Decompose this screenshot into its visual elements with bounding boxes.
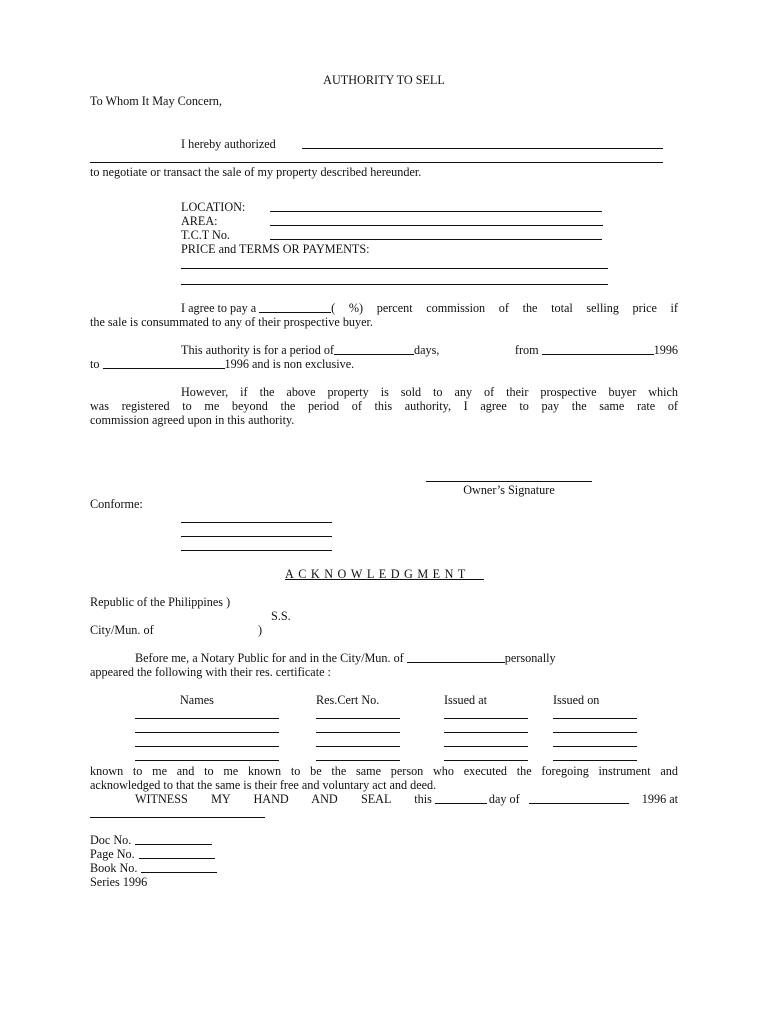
tct-line[interactable] <box>270 239 602 240</box>
issued-on-line-3[interactable] <box>553 746 637 747</box>
names-line-1[interactable] <box>135 718 279 719</box>
location-label: LOCATION: <box>181 200 246 214</box>
known-line-2: acknowledged to that the same is their free and voluntary act and deed. <box>90 778 437 792</box>
doc-no-blank[interactable] <box>135 833 212 845</box>
header-issued-at: Issued at <box>444 693 487 707</box>
issued-on-line-4[interactable] <box>553 760 637 761</box>
notary-text-1: Before me, a Notary Public for and in the City/Mun. of <box>135 651 407 665</box>
commission-line-1 <box>181 301 678 315</box>
period-to-blank[interactable] <box>103 357 225 369</box>
authorized-party-line[interactable] <box>302 148 663 149</box>
period-from-blank[interactable] <box>542 343 654 355</box>
notary-line-2: appeared the following with their res. certificate : <box>90 665 331 679</box>
doc-no-row <box>90 833 212 847</box>
doc-no-label: Doc No. <box>90 833 132 847</box>
issued-at-line-3[interactable] <box>444 746 528 747</box>
salutation: To Whom It May Concern, <box>90 94 222 108</box>
header-res-cert: Res.Cert No. <box>316 693 380 707</box>
venue-city-paren: ) <box>258 623 263 637</box>
issued-on-line-2[interactable] <box>553 732 637 733</box>
issued-on-line-1[interactable] <box>553 718 637 719</box>
witness-place-line[interactable] <box>90 817 265 818</box>
price-terms-label: PRICE and TERMS OR PAYMENTS: <box>181 242 370 256</box>
page-no-blank[interactable] <box>139 847 215 859</box>
period-to-label: to <box>90 357 103 371</box>
rescert-line-2[interactable] <box>316 732 400 733</box>
period-days-blank[interactable] <box>334 343 414 355</box>
authorized-party-line-2[interactable] <box>90 162 663 163</box>
book-no-row <box>90 861 217 875</box>
commission-text-1: I agree to pay a <box>181 301 260 315</box>
rescert-line-4[interactable] <box>316 760 400 761</box>
tct-label: T.C.T No. <box>181 228 230 242</box>
names-line-4[interactable] <box>135 760 279 761</box>
area-line[interactable] <box>270 225 603 226</box>
witness-day-blank[interactable] <box>435 792 487 804</box>
issued-at-line-4[interactable] <box>444 760 528 761</box>
witness-text-2: day of <box>488 792 523 806</box>
period-text-3: 1996 and is non exclusive. <box>224 357 355 371</box>
names-line-3[interactable] <box>135 746 279 747</box>
venue-city: City/Mun. of <box>90 623 154 637</box>
names-line-2[interactable] <box>135 732 279 733</box>
however-line-2: was registered to me beyond the period of this authority, I agree to pay the same rate of <box>90 399 678 413</box>
book-no-blank[interactable] <box>141 861 217 873</box>
issued-at-line-1[interactable] <box>444 718 528 719</box>
however-line-3: commission agreed upon in this authority. <box>90 413 295 427</box>
acknowledgment-underline <box>285 579 484 580</box>
notary-city-blank[interactable] <box>407 651 505 663</box>
notary-line-1 <box>135 651 556 665</box>
witness-text-1: WITNESS MY HAND AND SEAL this <box>135 792 435 806</box>
commission-percent-blank[interactable] <box>259 301 331 313</box>
rescert-line-3[interactable] <box>316 746 400 747</box>
page-no-row <box>90 847 215 861</box>
venue-ss: S.S. <box>271 609 291 623</box>
header-issued-on: Issued on <box>553 693 600 707</box>
witness-line <box>135 792 678 806</box>
price-terms-line-2[interactable] <box>181 284 608 285</box>
commission-line-2: the sale is consummated to any of their prospective buyer. <box>90 315 373 329</box>
rescert-line-1[interactable] <box>316 718 400 719</box>
commission-text-2: ( %) percent commission of the total selling price if <box>331 301 678 315</box>
authorize-lead: I hereby authorized <box>181 137 276 151</box>
period-text-2: days, from <box>414 343 542 357</box>
owner-signature-label: Owner’s Signature <box>463 483 555 497</box>
conforme-label: Conforme: <box>90 497 143 511</box>
location-line[interactable] <box>270 211 602 212</box>
area-label: AREA: <box>181 214 218 228</box>
period-line-1 <box>181 343 678 357</box>
period-line-2 <box>90 357 354 371</box>
witness-month-blank[interactable] <box>529 792 629 804</box>
series: Series 1996 <box>90 875 148 889</box>
page-no-label: Page No. <box>90 847 135 861</box>
however-line-1: However, if the above property is sold to any of their prospective buyer which <box>181 385 678 399</box>
conforme-line-1[interactable] <box>181 522 332 523</box>
price-terms-line-1[interactable] <box>181 268 608 269</box>
authorize-continuation: to negotiate or transact the sale of my property described hereunder. <box>90 165 422 179</box>
period-text-1: This authority is for a period of <box>181 343 334 357</box>
header-names: Names <box>180 693 214 707</box>
acknowledgment-title: ACKNOWLEDGMENT <box>285 567 470 581</box>
venue-republic: Republic of the Philippines ) <box>90 595 231 609</box>
conforme-line-3[interactable] <box>181 550 332 551</box>
document-title: AUTHORITY TO SELL <box>323 73 445 87</box>
conforme-line-2[interactable] <box>181 536 332 537</box>
notary-text-2: personally <box>504 651 556 665</box>
witness-text-3: 1996 at <box>638 792 678 806</box>
known-line-1: known to me and to me known to be the same person who executed the foregoing instrument and <box>90 764 678 778</box>
owner-signature-line[interactable] <box>426 481 592 482</box>
period-year-1: 1996 <box>653 343 678 357</box>
issued-at-line-2[interactable] <box>444 732 528 733</box>
book-no-label: Book No. <box>90 861 138 875</box>
